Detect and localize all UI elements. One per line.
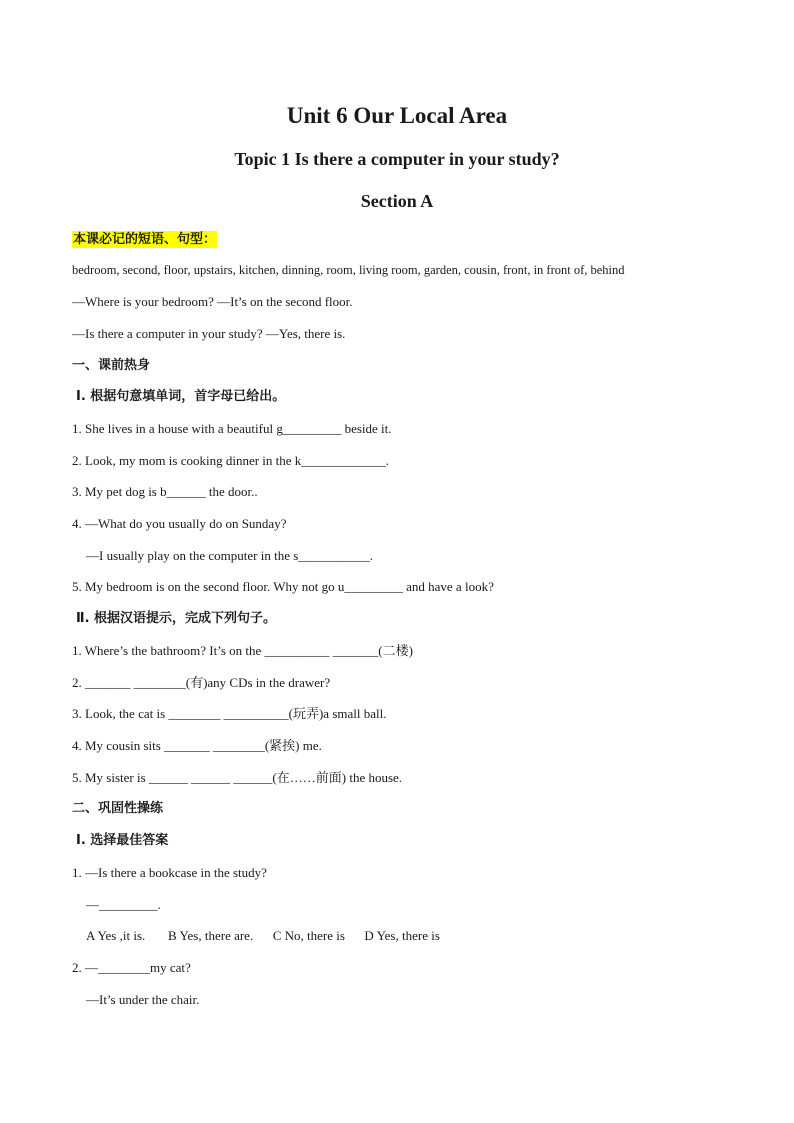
part1-sub1-heading: Ⅰ. 根据句意填单词，首字母已给出。: [76, 389, 286, 404]
topic-title: Topic 1 Is there a computer in your study?: [234, 149, 560, 169]
translate-question-4: 4. My cousin sits _______ ________(紧挨) me.: [72, 738, 322, 753]
key-sentence-2: —Is there a computer in your study? —Yes, there is.: [72, 326, 346, 341]
part2-sub1-heading: Ⅰ. 选择最佳答案: [76, 833, 169, 848]
unit-title: Unit 6 Our Local Area: [286, 103, 508, 128]
part1-sub2-heading: Ⅱ. 根据汉语提示，完成下列句子。: [76, 611, 277, 626]
choice-question-1: 1. —Is there a bookcase in the study?: [72, 865, 267, 880]
translate-question-1: 1. Where’s the bathroom? It’s on the __________ _______(二楼): [72, 643, 413, 658]
part1-heading: 一、课前热身: [72, 358, 151, 373]
translate-question-5: 5. My sister is ______ ______ ______(在……前面) the house.: [72, 770, 403, 785]
translate-question-2: 2. _______ ________(有)any CDs in the drawer?: [72, 675, 331, 690]
choice-question-1-blank: —_________.: [86, 897, 161, 912]
fill-question-3: 3. My pet dog is b______ the door..: [72, 484, 258, 499]
vocab-list: bedroom, second, floor, upstairs, kitchen, dinning, room, living room, garden, cousin, front, in front of, behind: [72, 263, 625, 277]
choice-question-2: 2. —________my cat?: [72, 960, 191, 975]
key-points-label: 本课必记的短语、句型：: [73, 232, 217, 247]
fill-question-1: 1. She lives in a house with a beautiful g_________ beside it.: [72, 421, 392, 436]
fill-question-4b: —I usually play on the computer in the s___________.: [86, 548, 374, 563]
fill-question-2: 2. Look, my mom is cooking dinner in the k_____________.: [72, 453, 390, 468]
section-title: Section A: [360, 191, 434, 211]
part2-heading: 二、巩固性操练: [72, 801, 164, 816]
key-points-label-row: [72, 231, 217, 248]
fill-question-5: 5. My bedroom is on the second floor. Why not go u_________ and have a look?: [72, 579, 494, 594]
key-sentence-1: —Where is your bedroom? —It’s on the second floor.: [72, 294, 353, 309]
choice-question-2-answer: —It’s under the chair.: [86, 992, 200, 1007]
translate-question-3: 3. Look, the cat is ________ __________(玩弄)a small ball.: [72, 706, 387, 721]
fill-question-4a: 4. —What do you usually do on Sunday?: [72, 516, 287, 531]
choice-question-1-options: A Yes ,it is. B Yes, there are. C No, there is D Yes, there is: [86, 928, 440, 943]
